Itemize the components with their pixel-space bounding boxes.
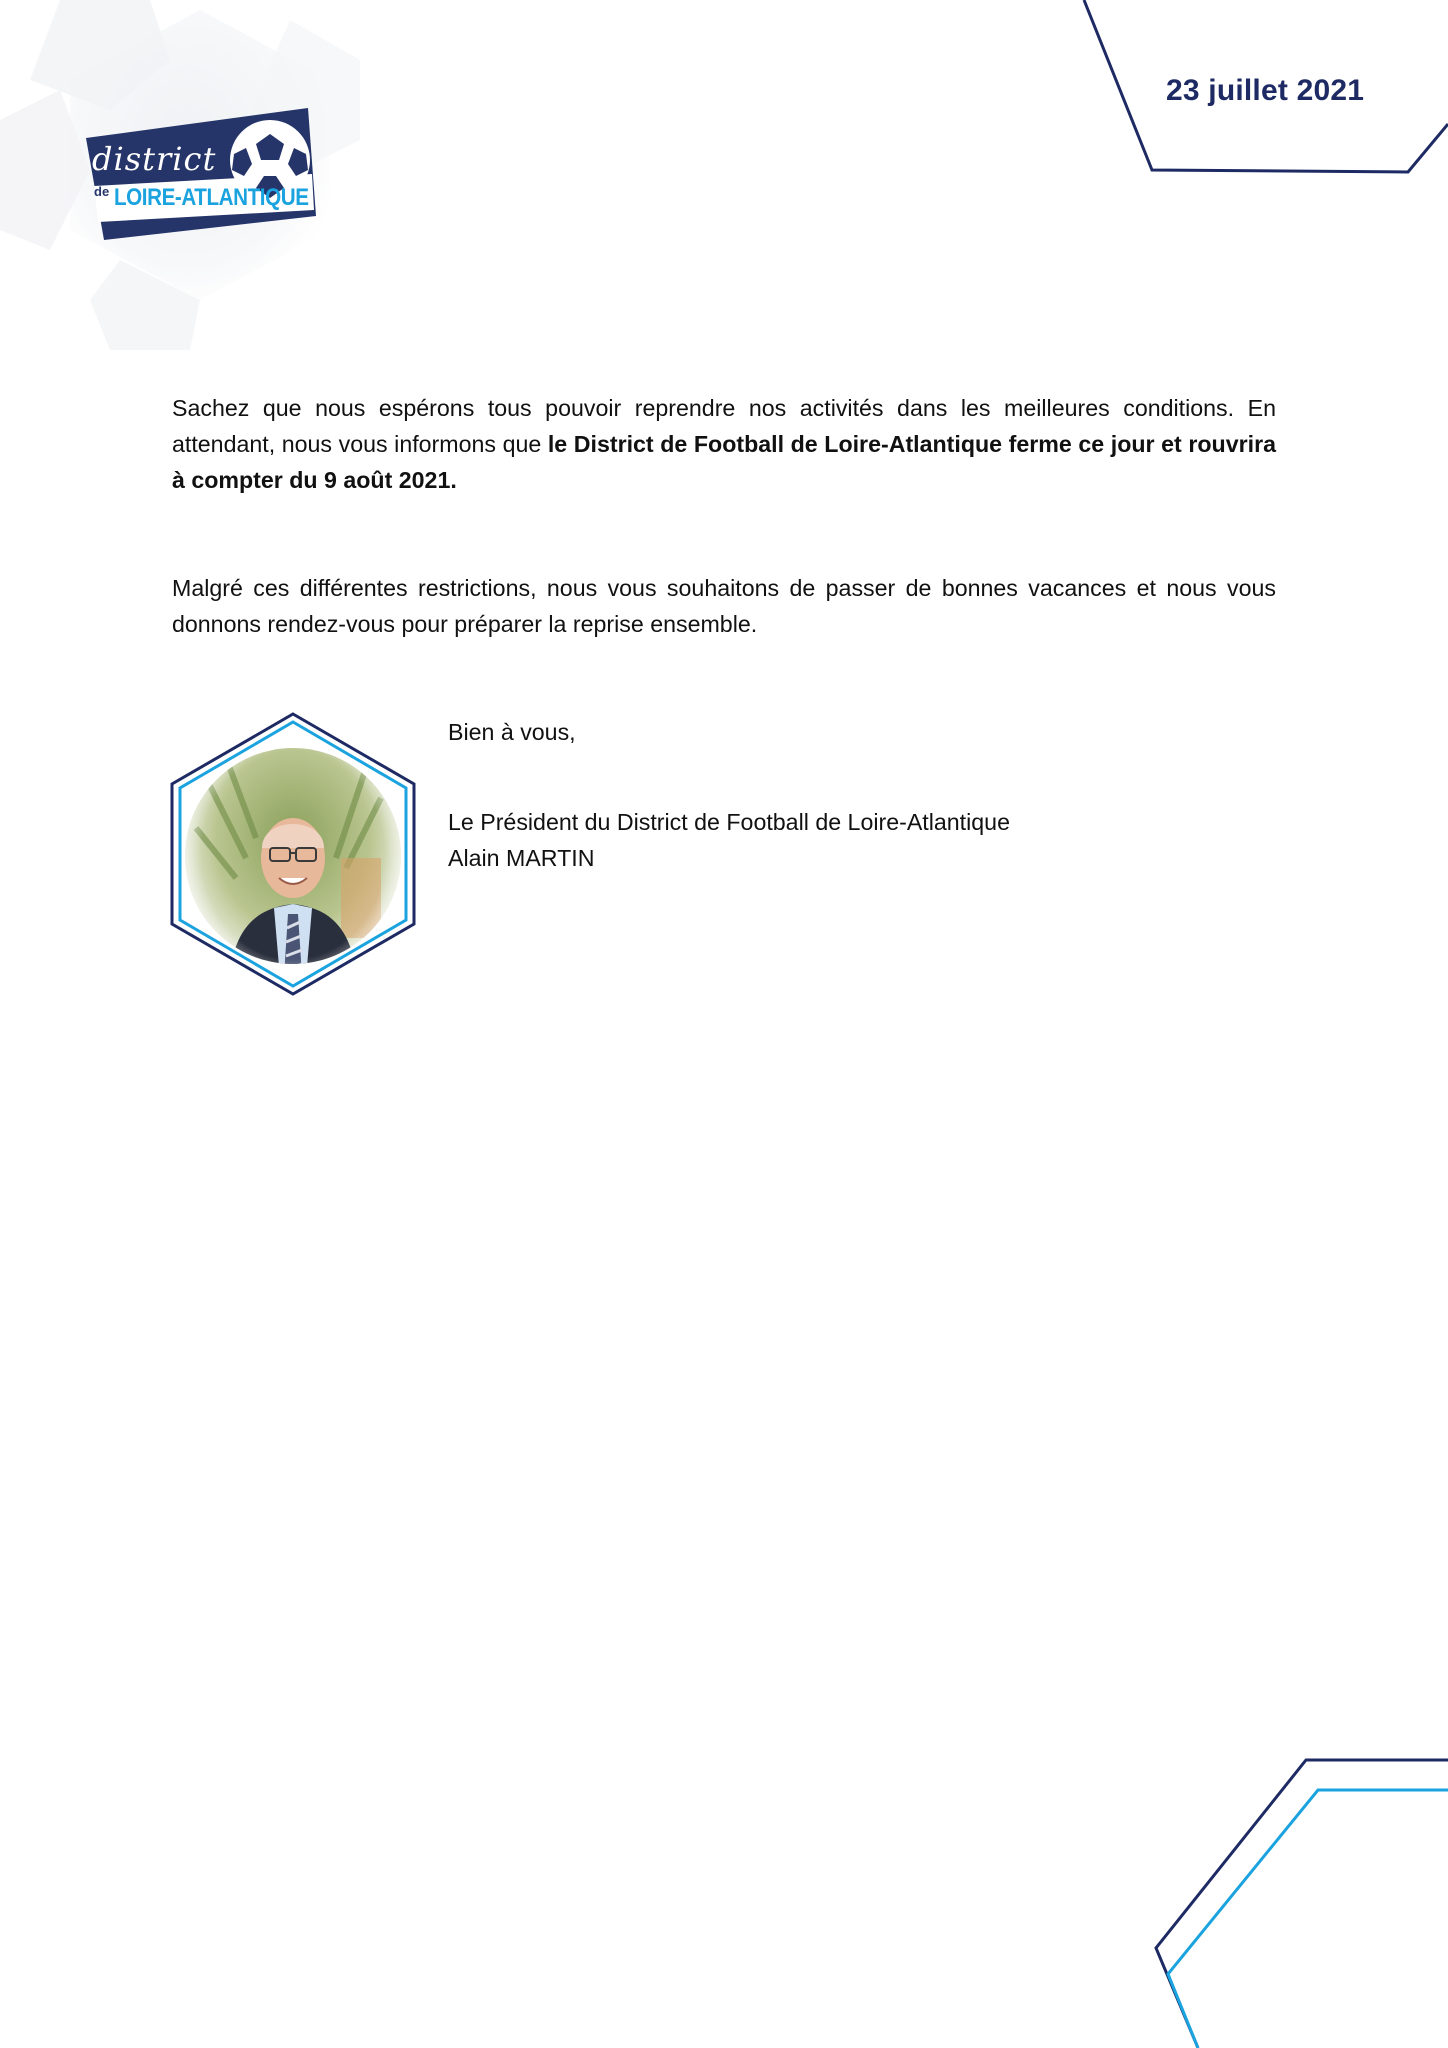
signature-greeting: Bien à vous, — [448, 719, 576, 745]
paragraph-closure-bold: le District de Football de Loire-Atlantique ferme ce jour et rouvrira à compter du 9 août 2021. — [172, 431, 1276, 493]
president-photo — [166, 708, 420, 1000]
district-logo — [80, 104, 320, 244]
footer-corner-decoration — [1128, 1748, 1448, 2048]
paragraph-closure-notice — [172, 390, 1276, 498]
paragraph-closure-intro: Sachez que nous espérons tous pouvoir reprendre nos activités dans les meilleures conditions. En attendant, nous vous informons que — [172, 395, 1276, 457]
signature-title: Le Président du District de Football de Loire-Atlantique — [448, 809, 1010, 835]
logo-word-district: district — [92, 140, 217, 178]
signature-name: Alain MARTIN — [448, 845, 595, 871]
logo-word-region: LOIRE-ATLANTIQUE — [114, 184, 309, 211]
logo-word-de: de — [94, 184, 110, 199]
document-date: 23 juillet 2021 — [1166, 74, 1365, 107]
paragraph-holidays: Malgré ces différentes restrictions, nous vous souhaitons de passer de bonnes vacances et nous vous donnons rendez-vous pour préparer la reprise ensemble. — [172, 575, 1276, 637]
